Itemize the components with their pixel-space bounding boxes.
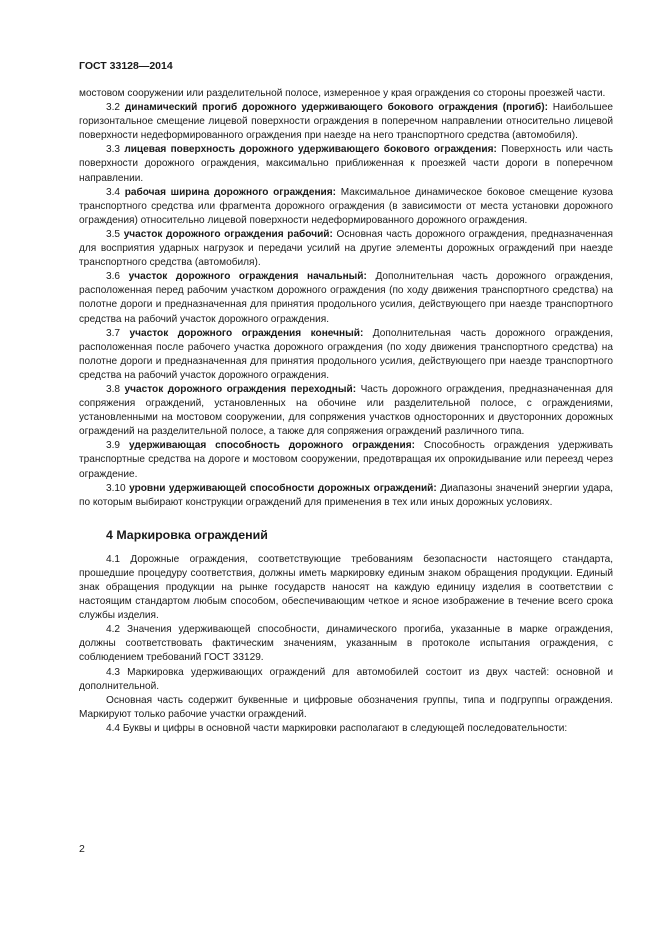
definition-text: Способность ограждения удерживать транспортные средства на дороге и мостовом сооружении, предотвращая их опрокидывание или переезд через ограждение. (79, 440, 613, 480)
definition-number: 3.9 (106, 440, 121, 452)
paragraph-4-4: 4.4 Буквы и цифры в основной части маркировки располагают в следующей последовательности: (106, 722, 568, 734)
definition-3-9 (79, 439, 613, 481)
definition-number: 3.10 (106, 482, 126, 494)
definition-term: участок дорожного ограждения начальный: (128, 271, 367, 283)
definition-text: Дополнительная часть дорожного ограждения, расположенная перед рабочим участком дорожного ограждения (по ходу движения транспортного средства) на полотне дороги и предназначенная для принятия продольного усилия, действующего при наезде транспортного средства на рабочий участок дорожного ограждения. (79, 271, 613, 325)
definition-3-5 (79, 228, 613, 270)
definition-term: динамический прогиб дорожного удерживающего бокового ограждения (прогиб): (124, 102, 548, 114)
definition-term: уровни удерживающей способности дорожных ограждений: (129, 482, 437, 494)
page-number: 2 (79, 843, 85, 855)
definition-number: 3.4 (106, 186, 121, 198)
definition-term: удерживающая способность дорожного ограждения: (128, 440, 415, 452)
paragraph-4-3: 4.3 Маркировка удерживающих ограждений для автомобилей состоит из двух частей: основной и дополнительной. (79, 666, 613, 692)
definition-number: 3.3 (106, 144, 121, 156)
definition-3-3 (79, 143, 613, 185)
definition-term: участок дорожного ограждения конечный: (129, 327, 364, 339)
definition-term: участок дорожного ограждения переходный: (124, 383, 357, 395)
definition-number: 3.5 (106, 228, 121, 240)
definition-number: 3.6 (106, 271, 121, 283)
document-code-header: ГОСТ 33128—2014 (79, 60, 173, 72)
definition-3-8 (79, 383, 613, 439)
paragraph-4-2: 4.2 Значения удерживающей способности, динамического прогиба, указанные в марке ограждения, должны соответствовать фактическим значениям, указанным в протоколе испытания ограждения, с соблюдением требований ГОСТ 33129. (79, 624, 613, 664)
definition-text: Поверхность или часть поверхности дорожного ограждения, максимально приближенная к проезжей части дороги в поперечном направлении. (79, 144, 613, 184)
definition-text: Основная часть дорожного ограждения, предназначенная для восприятия ударных нагрузок и передачи усилий на другие элементы дорожных ограждений при наезде транспортного средства (автомобиля). (79, 228, 613, 269)
paragraph-4-1: 4.1 Дорожные ограждения, соответствующие требованиям безопасности настоящего стандарта, прошедшие процедуру соответствия, должны иметь маркировку единым знаком обращения продукции. Единый знак обращения продукции на рынке государств наносят на каждую единицу изделия в соответствии с настоящим стандартом любым способом, обеспечивающим четкое и ясное изображение в течение всего срока службы изделия. (79, 553, 613, 622)
definition-3-10 (79, 482, 613, 510)
definition-term: лицевая поверхность дорожного удерживающего бокового ограждения: (124, 144, 497, 156)
definition-text: Максимальное динамическое боковое смещение кузова транспортного средства или фрагмента дорожного ограждения (в зависимости от места установки дорожного ограждения) относительно лицевой поверхности недеформированного дорожного ограждения. (79, 186, 613, 226)
section-4-title: 4 Маркировка ограждений (106, 527, 268, 542)
definition-3-2 (79, 101, 613, 143)
definition-3-4 (79, 186, 613, 228)
definition-text: Часть дорожного ограждения, предназначенная для сопряжения ограждений, установленных на обочине или разделительной полосе, с ограждениями, установленными на мостовом сооружении, для сопряжения участков односторонних и двусторонних дорожных ограждений на разделительной полосе, а также для сопряжения ограждений различного типа. (79, 383, 613, 438)
definition-text: Наибольшее горизонтальное смещение лицевой поверхности ограждения в поперечном направлении относительно лицевой поверхности недеформированного ограждения при наезде на него транспортного средства (автомобиля). (79, 102, 613, 142)
definition-term: участок дорожного ограждения рабочий: (123, 228, 333, 240)
definition-text: Дополнительная часть дорожного ограждения, расположенная после рабочего участка дорожного ограждения (по ходу движения транспортного средства) на полотне дороги и предназначенная для принятия продольного усилия, действующего при наезде транспортного средства на рабочий участок дорожного ограждения. (79, 327, 614, 381)
definition-term: рабочая ширина дорожного ограждения: (124, 186, 337, 198)
definition-3-6 (79, 270, 613, 326)
document-body (79, 87, 613, 736)
definition-3-7 (79, 327, 613, 383)
paragraph-4-3-main-part: Основная часть содержит буквенные и цифровые обозначения группы, типа и подгруппы ограждения. Маркируют только рабочие участки ограждений. (79, 694, 613, 720)
definition-text: Диапазоны значений энергии удара, по которым выбирают конструкции ограждений для применения в тех или иных дорожных условиях. (79, 482, 614, 508)
definition-number: 3.8 (106, 383, 121, 395)
definition-number: 3.7 (106, 327, 121, 339)
definition-number: 3.2 (106, 102, 121, 114)
definition-continuation: мостовом сооружении или разделительной полосе, измеренное у края ограждения со стороны проезжей части. (79, 88, 606, 99)
